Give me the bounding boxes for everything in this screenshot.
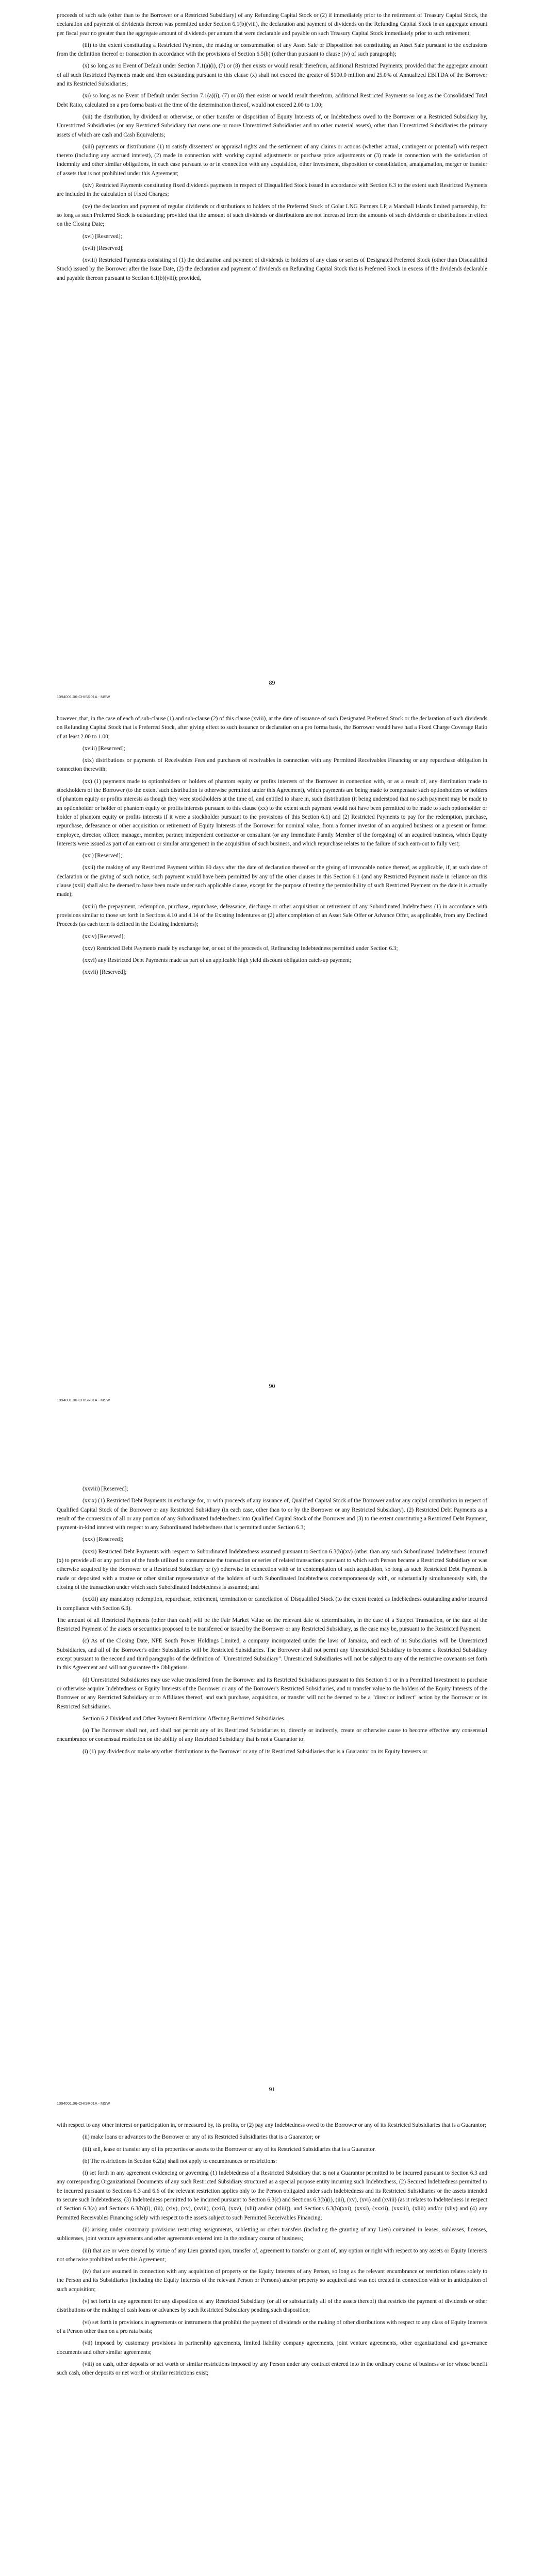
paragraph: (vi) set forth in provisions in agreements or instruments that prohibit the payment of dividends or the making of other distributions with respect to any class of Equity Interests of a Person other than on a pro rata basis; [57, 2319, 487, 2334]
paragraph: (xiii) payments or distributions (1) to satisfy dissenters' or appraisal rights and the settlement of any claims or actions (whether actual, contingent or potential) with respect thereto (including any accrued interest), (2) made in connection with working capital adjustments or purchase price adjustments or (3) made in connection with the satisfaction of indemnity and other similar obligations, in each case pursuant to or in connection with any acquisition, other Investment, disposition or consolidation, amalgamation, merger or transfer of assets that is not prohibited under this Agreement; [57, 143, 487, 177]
paragraph: (b) The restrictions in Section 6.2(a) shall not apply to encumbrances or restrictions: [83, 2158, 277, 2164]
paragraph: (xvi) [Reserved]; [83, 233, 122, 240]
paragraph: (xxix) (1) Restricted Debt Payments in exchange for, or with proceeds of any issuance of, Qualified Capital Stock of the Borrower and/or any capital contribution in respect of Qualified Capital Stock of the Borrower or any Restricted Subsidiary (in each case, other than to or by the Borrower or any Restricted Subsidiary), (2) Restricted Debt Payments as a result of the conversion of all or any portion of any Subordinated Indebtedness into Qualified Capital Stock of the Borrower and (3) to the extent constituting a Restricted Debt Payment, payment-in-kind interest with respect to any Subordinated Indebtedness that is permitted under Section 6.3; [57, 1498, 487, 1531]
paragraph: (viii) on cash, other deposits or net worth or similar restrictions imposed by any Person under any contract entered into in the ordinary course of business or for whose benefit such cash, other deposits or net worth or similar restrictions exist; [57, 2361, 487, 2377]
paragraph: (ii) arising under customary provisions restricting assignments, subletting or other transfers (including the granting of any Lien) contained in leases, subleases, licenses, sublicenses, joint venture agreements and other agreements entered into in the ordinary course of business; [57, 2226, 487, 2242]
document-footer: 1094001.06-CHISR01A - MSW [57, 694, 110, 699]
paragraph: (iii) sell, lease or transfer any of its properties or assets to the Borrower or any of its Restricted Subsidiaries that is a Guarantor. [83, 2146, 376, 2153]
document-page [0, 0, 544, 703]
page-number: 89 [269, 679, 275, 686]
paragraph: The amount of all Restricted Payments (other than cash) will be the Fair Market Value on the relevant date of determination, in the case of a Subject Transaction, or the date of the Restricted Payment of the assets or securities proposed to be transferred or issued by the Borrower or any Restricted Subsidiary, as the case may be, pursuant to the Restricted Payment. [57, 1617, 487, 1633]
page-body [57, 1485, 487, 1759]
document-footer: 1094001.06-CHISR01A - MSW [57, 2101, 110, 2106]
section-heading: Section 6.2 Dividend and Other Payment Restrictions Affecting Restricted Subsidiaries. [83, 1715, 286, 1722]
paragraph: (xxxii) any mandatory redemption, repurchase, retirement, termination or cancellation of Disqualified Stock (to the extent treated as Indebtedness outstanding and/or incurred in compliance with Section 6.3). [57, 1596, 487, 1612]
paragraph: (iii) to the extent constituting a Restricted Payment, the making or consummation of any Asset Sale or Disposition not constituting an Asset Sale pursuant to the exclusions from the definition thereof or transaction in accordance with the provisions of Section 6.5(b) (other than pursuant to clause (iv) of such paragraph); [57, 42, 487, 58]
page-number: 91 [269, 2086, 275, 2093]
paragraph: (ii) make loans or advances to the Borrower or any of its Restricted Subsidiaries that is a Guarantor; or [83, 2134, 320, 2141]
paragraph: (xxii) the making of any Restricted Payment within 60 days after the date of declaration thereof or the giving of irrevocable notice thereof, as applicable, if, at such date of declaration or the giving of such notice, such payment would have been permitted by any of the other clauses in this Section 6.1 (and any Restricted Payment made in reliance on this clause (xxii) shall also be deemed to have been made under such applicable clause, except for the purpose of testing the permissibility of such Restricted Payment on the date it is actually made); [57, 865, 487, 898]
page-body [57, 2121, 487, 2381]
paragraph: (iv) that are assumed in connection with any acquisition of property or the Equity Interests of any Person, so long as the relevant encumbrance or restriction relates solely to the Person and its Subsidiaries (including the Equity Interests of the relevant Person or Persons) and/or property so acquired and was not created in connection with or in anticipation of such acquisition; [57, 2268, 487, 2293]
paragraph: (c) As of the Closing Date, NFE South Power Holdings Limited, a company incorporated under the laws of Jamaica, and each of its Subsidiaries will be Unrestricted Subsidiaries, and all of the Borrower's other Subsidiaries will be Restricted Subsidiaries. The Borrower shall not permit any Unrestricted Subsidiary to become a Restricted Subsidiary except pursuant to the second and third paragraphs of the definition of "Unrestricted Subsidiary". Unrestricted Subsidiaries will not be subject to any of the restrictive covenants set forth in this Agreement and will not guarantee the Obligations. [57, 1638, 487, 1671]
document-page [0, 1406, 544, 2110]
paragraph: (i) set forth in any agreement evidencing or governing (1) Indebtedness of a Restricted Subsidiary that is not a Guarantor permitted to be incurred pursuant to Section 6.3 and any corresponding Organizational Documents of any such Restricted Subsidiary structured as a special purpose entity incurring such Indebtedness, (2) Secured Indebtedness permitted to be incurred pursuant to Sections 6.3 and 6.6 of the relevant restriction applies only to the Person obligated under such Indebtedness and its Restricted Subsidiaries or the assets intended to secure such Indebtedness; (3) Indebtedness permitted to be incurred pursuant to Section 6.3(c) and Sections 6.3(b)(i), (iii), (xv), (xvi) and (xviii) (as it relates to Indebtedness in respect of Section 6.3(a) and Sections 6.3(b)(i), (iii), (xiv), (xv), (xviii), (xxii), (xxv), (xlii) and/or (xliii)), and Sections 6.3(b)(xxi), (xxxi), (xxxii), (xxxiii), (xliii) and/or (xliv) and (4) any Permitted Receivables Financing solely with respect to the assets subject to such Permitted Receivables Financing; [57, 2170, 487, 2221]
paragraph: (xxxi) Restricted Debt Payments with respect to Subordinated Indebtedness assumed pursuant to Section 6.3(b)(xv) (other than any such Subordinated Indebtedness incurred (x) to provide all or any portion of the funds utilized to consummate the transaction or series of related transactions pursuant to which such Person became a Restricted Subsidiary or was otherwise acquired by the Borrower or a Restricted Subsidiary or (y) otherwise in connection with or in contemplation of such acquisition, so long as such Restricted Debt Payment is made or deposited with a trustee or other similar representative of the holders of such Subordinated Indebtedness contemporaneously with, or substantially simultaneously with, the closing of the transaction under which such Subordinated Indebtedness is assumed; and [57, 1548, 487, 1590]
paragraph: (xii) the distribution, by dividend or otherwise, or other transfer or disposition of Equity Interests of, or Indebtedness owed to the Borrower or a Restricted Subsidiary by, Unrestricted Subsidiaries (or any Restricted Subsidiary that owns one or more Unrestricted Subsidiaries and no other material assets), other than Unrestricted Subsidiaries the primary assets of which are cash and Cash Equivalents; [57, 113, 487, 138]
paragraph: (i) (1) pay dividends or make any other distributions to the Borrower or any of its Restricted Subsidiaries that is a Guarantor on its Equity Interests or [83, 1748, 427, 1755]
paragraph: (iii) that are or were created by virtue of any Lien granted upon, transfer of, agreement to transfer or grant of, any option or right with respect to any assets or Equity Interests not otherwise prohibited under this Agreement; [57, 2247, 487, 2263]
paragraph: (xi) so long as no Event of Default under Section 7.1(a)(i), (7) or (8) then exists or would result therefrom, additional Restricted Payments so long as the Consolidated Total Debt Ratio, calculated on a pro forma basis at the time of the determination thereof, would not exceed 2.00 to 1.00; [57, 93, 487, 108]
paragraph: (v) set forth in any agreement for any disposition of any Restricted Subsidiary (or all or substantially all of the assets thereof) that restricts the payment of dividends or other distributions or the making of cash loans or advances by such Restricted Subsidiary pending such disposition; [57, 2298, 487, 2314]
paragraph: (x) so long as no Event of Default under Section 7.1(a)(i), (7) or (8) then exists or would result therefrom, additional Restricted Payments; provided that the aggregate amount of all such Restricted Payments made and then outstanding pursuant to this clause (x) shall not exceed the greater of $100.0 million and 25.0% of Annualized EBITDA of the Borrower and its Restricted Subsidiaries; [57, 63, 487, 88]
document-page [0, 2110, 544, 2576]
paragraph: proceeds of such sale (other than to the Borrower or a Restricted Subsidiary) of any Refunding Capital Stock or (2) if immediately prior to the retirement of Treasury Capital Stock, the declaration and payment of dividends thereon was permitted under Section 6.1(b)(viii), the declaration and payment of dividends on the Refunding Capital Stock in an aggregate amount per fiscal year no greater than the aggregate amount of dividends per annum that were declarable and payable on such Treasury Capital Stock immediately prior to such retirement; [57, 12, 487, 37]
paragraph: (xx) (1) payments made to optionholders or holders of phantom equity or profits interests of the Borrower in connection with, or as a result of, any distribution made to stockholders of the Borrower (to the extent such distribution is otherwise permitted under this Agreement), which payments are being made to compensate such optionholders or holders of phantom equity or profits interests as though they were stockholders at the time of, and entitled to share in, such distribution (it being understood that no such payment may be made to an optionholder or holder of phantom equity or profits interests pursuant to this clause (xx) to the extent such payment would not have been permitted to be made to such optionholder or holder of phantom equity or profits interests if it were a stockholder pursuant to the provisions of this Section 6.1) and (2) Restricted Payments to pay for the redemption, purchase, repurchase, defeasance or other acquisition or retirement of Equity Interests of the Borrower for nominal value, from a former investor of an acquired business or a present or former employee, director, officer, manager, member, partner, independent contractor or consultant (or any Immediate Family Member of the foregoing) of an acquired business, which Equity Interests were issued as part of an earn-out or similar arrangement in the acquisition of such business, and which repurchase relates to the failure of such earn-out to fully vest; [57, 778, 487, 847]
paragraph: (xxvii) [Reserved]; [83, 969, 127, 976]
document-footer: 1094001.06-CHISR01A - MSW [57, 1398, 110, 1402]
page-body [57, 715, 487, 980]
paragraph: (xxviii) [Reserved]; [83, 1486, 128, 1492]
paragraph: (xxiii) the prepayment, redemption, purchase, repurchase, defeasance, discharge or other acquisition or retirement of any Subordinated Indebtedness (1) in accordance with provisions similar to those set forth in Sections 4.10 and 4.14 of the Existing Indentures or (2) after completion of an Asset Sale Offer or Advance Offer, as applicable, from any Declined Proceeds (as each term is defined in the Existing Indentures); [57, 903, 487, 928]
paragraph: (xxvi) any Restricted Debt Payments made as part of an applicable high yield discount obligation catch-up payment; [83, 957, 352, 964]
paragraph: (xxx) [Reserved]; [83, 1536, 124, 1543]
paragraph: (d) Unrestricted Subsidiaries may use value transferred from the Borrower and its Restricted Subsidiaries pursuant to this Section 6.1 or in a Permitted Investment to purchase or otherwise acquire Indebtedness or Equity Interests of the Borrower or any of the Borrower's Restricted Subsidiaries, and to transfer value to the holders of the Equity Interests of the Borrower or any Restricted Subsidiary or to Affiliates thereof, and such purchase, acquisition, or transfer will not be deemed to be a "direct or indirect" action by the Borrower or its Restricted Subsidiaries. [57, 1676, 487, 1710]
paragraph: (xiv) Restricted Payments constituting fixed dividends payments in respect of Disqualified Stock issued in accordance with Section 6.3 to the extent such Restricted Payments are included in the calculation of Fixed Charges; [57, 182, 487, 198]
document-page [0, 703, 544, 1406]
paragraph: (xv) the declaration and payment of regular dividends or distributions to holders of the Preferred Stock of Golar LNG Partners LP, a Marshall Islands limited partnership, for so long as such Preferred Stock is outstanding; provided that the amount of such dividends or distributions are not increased from the amounts of such dividends or distributions in effect on the Closing Date; [57, 203, 487, 228]
page-number: 90 [269, 1382, 275, 1389]
paragraph: (xviii) Restricted Payments consisting of (1) the declaration and payment of dividends to holders of any class or series of Designated Preferred Stock (other than Disqualified Stock) issued by the Borrower after the Issue Date, (2) the declaration and payment of dividends on Refunding Capital Stock that is Preferred Stock in excess of the dividends declarable and payable thereon pursuant to Section 6.1(b)(viii); provided, [57, 257, 487, 281]
paragraph: (xxv) Restricted Debt Payments made by exchange for, or out of the proceeds of, Refinancing Indebtedness permitted under Section 6.3; [83, 945, 398, 952]
paragraph: (xxiv) [Reserved]; [83, 933, 125, 940]
paragraph: however, that, in the case of each of sub-clause (1) and sub-clause (2) of this clause (xviii), at the date of issuance of such Designated Preferred Stock or the declaration of such dividends on Refunding Capital Stock that is Preferred Stock, after giving effect to such issuance or declaration on a pro forma basis, the Borrower would have had a Fixed Charge Coverage Ratio of at least 2.00 to 1.00; [57, 716, 487, 740]
paragraph: (a) The Borrower shall not, and shall not permit any of its Restricted Subsidiaries to, directly or indirectly, create or otherwise cause to become effective any consensual encumbrance or consensual restriction on the ability of any Restricted Subsidiary that is not a Guarantor to: [57, 1727, 487, 1743]
paragraph: (vii) imposed by customary provisions in partnership agreements, limited liability company agreements, joint venture agreements, other organizational and governance documents and other similar agreements; [57, 2340, 487, 2355]
paragraph: (xxi) [Reserved]; [83, 853, 122, 859]
paragraph: (xix) distributions or payments of Receivables Fees and purchases of receivables in connection with any Permitted Receivables Financing or any repurchase obligation in connection therewith; [57, 757, 487, 773]
paragraph: with respect to any other interest or participation in, or measured by, its profits, or (2) pay any Indebtedness owed to the Borrower or any of its Restricted Subsidiaries that is a Guarantor; [57, 2122, 486, 2128]
page-body [57, 11, 487, 286]
paragraph: (xvii) [Reserved]; [83, 245, 124, 251]
paragraph: (xviii) [Reserved]; [83, 745, 125, 752]
